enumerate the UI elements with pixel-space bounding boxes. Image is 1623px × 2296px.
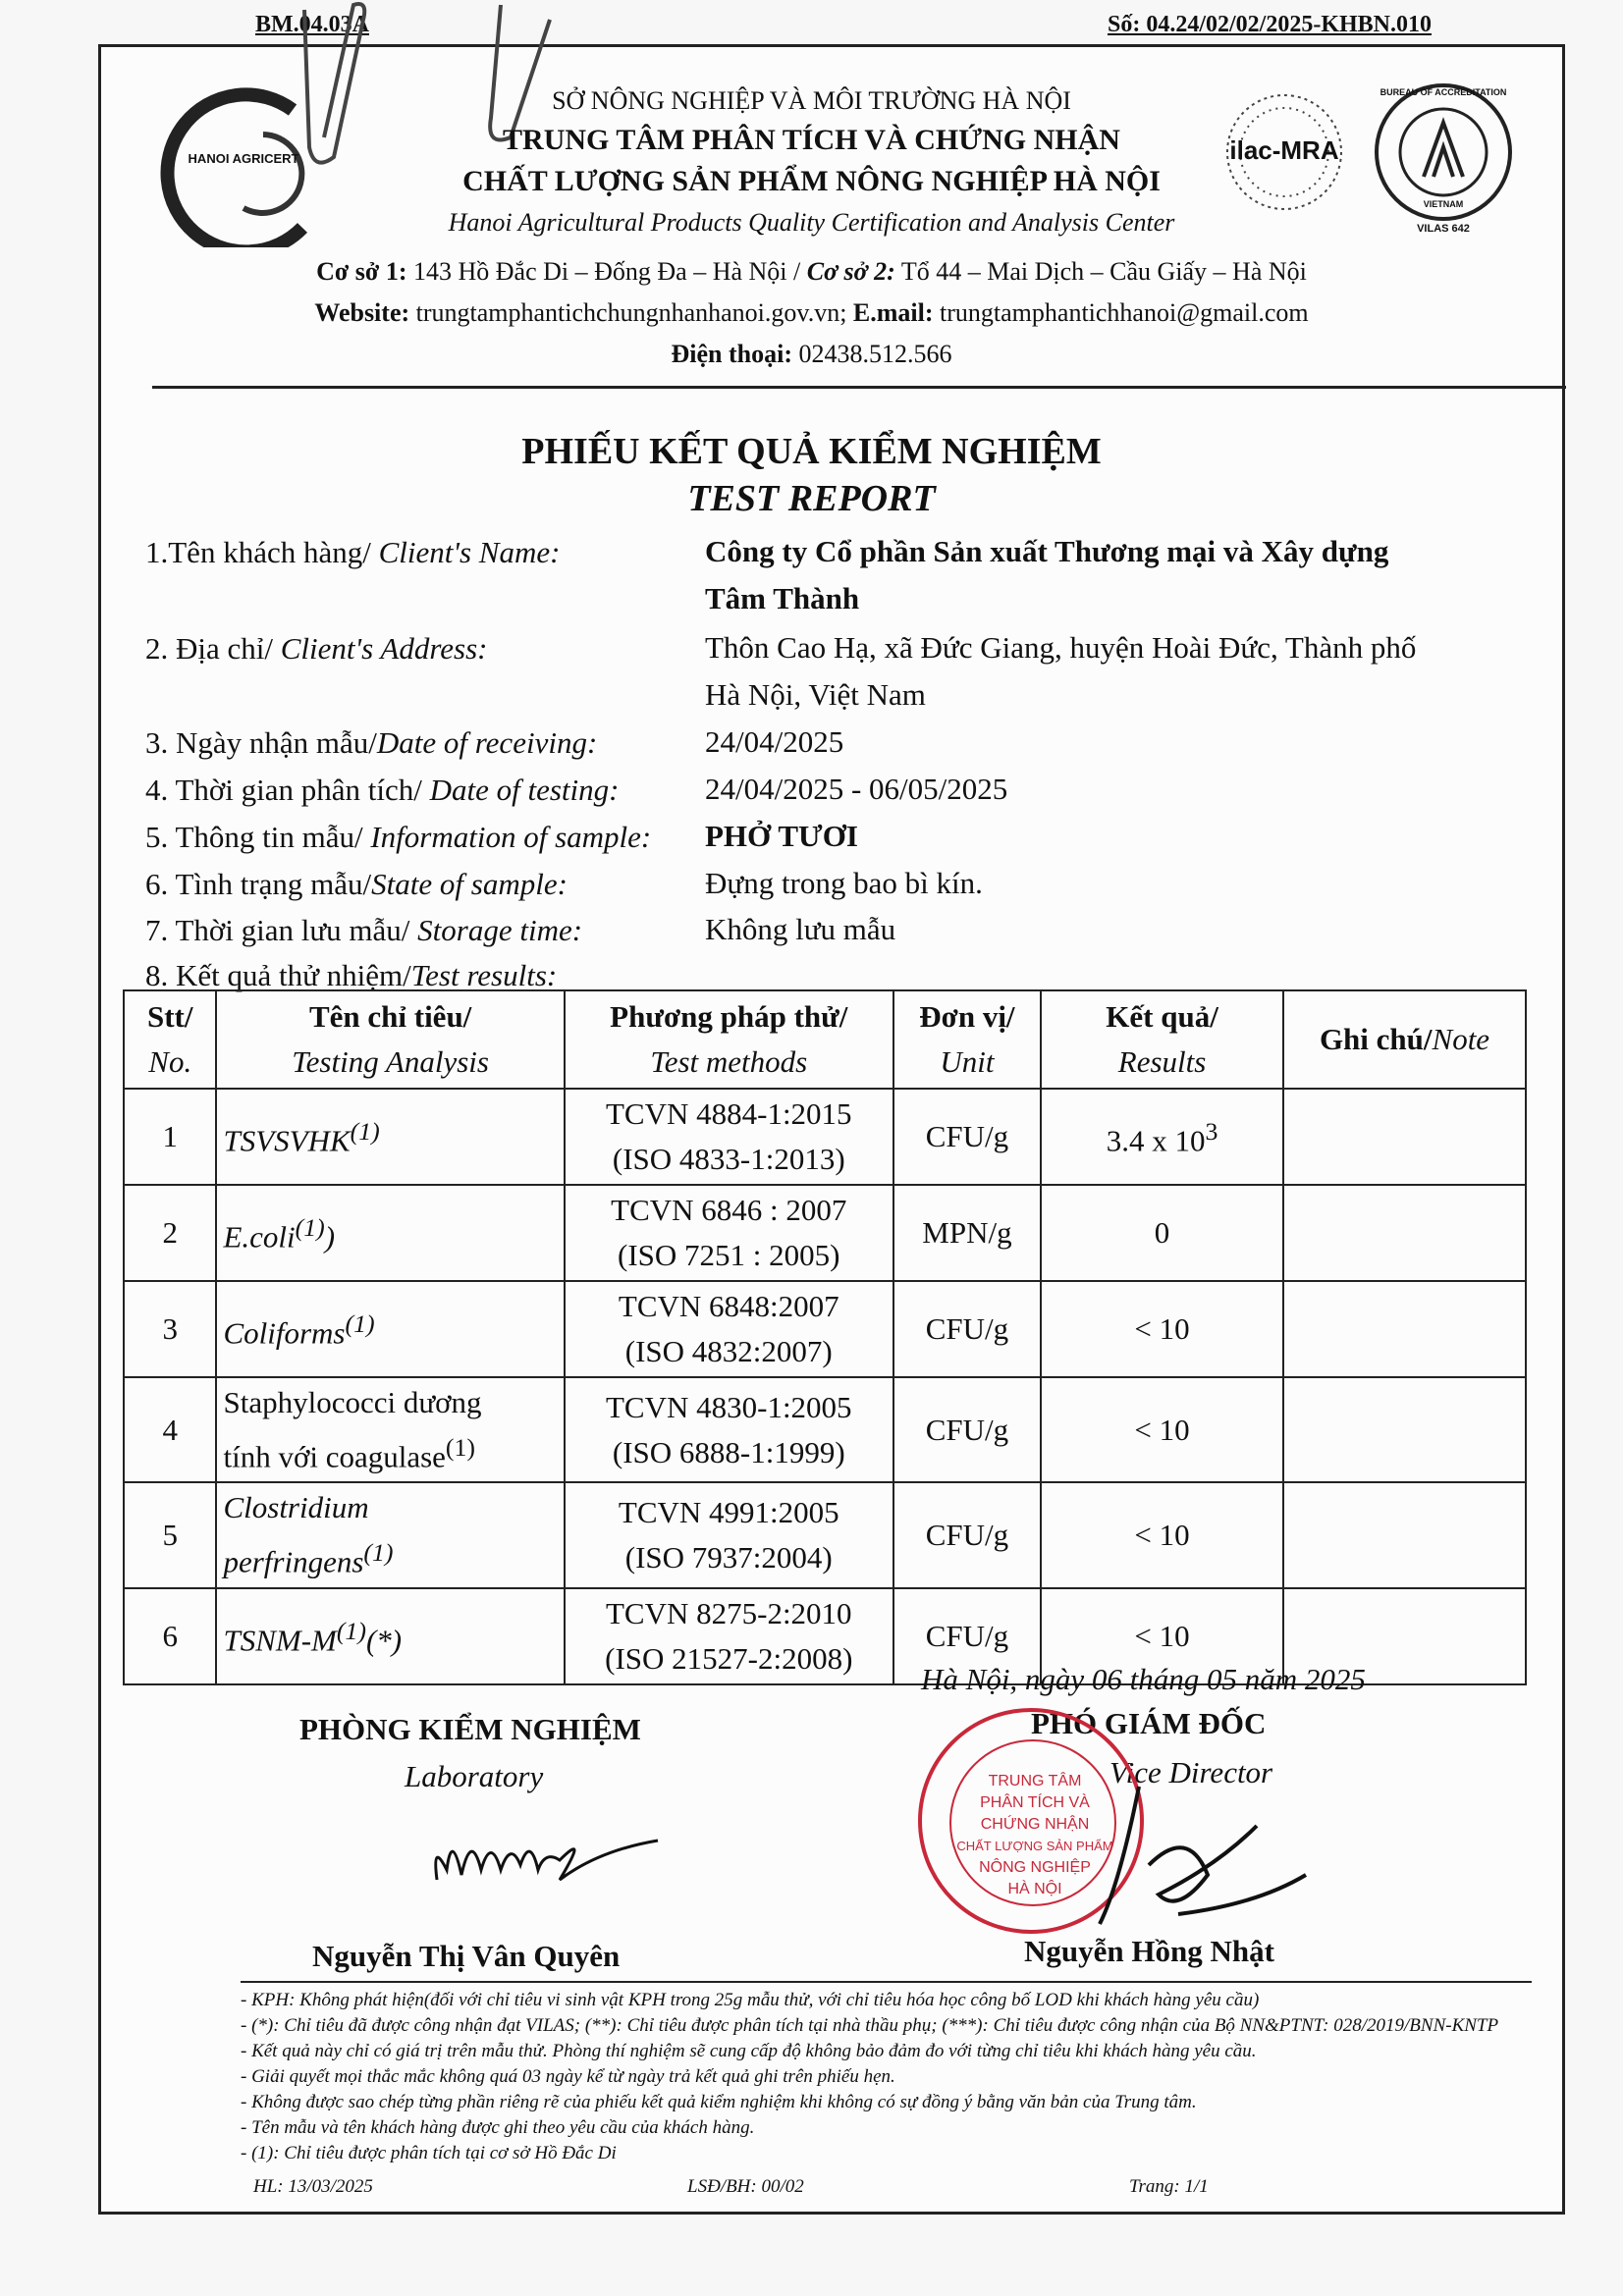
table-row: 1 TSVSVHK$^{(1)}$ TCVN 4884-1:2015 (ISO 4833-1:2013) CFU/g 3.4 x $10^3$	[124, 1089, 1526, 1185]
notes-divider	[241, 1981, 1532, 1983]
notes-block: - KPH: Không phát hiện(đối với chỉ tiêu vi sinh vật KPH trong 25g mẫu thử, với chỉ tiêu hóa học công bố LOD khi khách hàng yêu cầu) - (*): Chỉ tiêu đã được công nhận đạt VILAS; (**): Chỉ tiêu được phân tích tại nhà thầu phụ; (***): Chỉ tiêu được công nhận của Bộ NN&PTNT: 028/2019/BNN-KNTP - Kết quả này chỉ có giá trị trên mẫu thử. Phòng thí nghiệm sẽ cung cấp độ không bảo đảm đo với từng chỉ tiêu khi khách hàng yêu cầu. - Giải quyết mọi thắc mắc không quá 03 ngày kể từ ngày trả kết quả ghi trên phiếu hẹn. - Không được sao chép từng phần riêng rẽ của phiếu kết quả kiểm nghiệm khi không có sự đồng ý bằng văn bản của Trung tâm. - Tên mẫu và tên khách hàng được ghi theo yêu cầu của khách hàng. - (1): Chỉ tiêu được phân tích tại cơ sở Hồ Đắc Di	[241, 1990, 1499, 2163]
report-title-vi: PHIẾU KẾT QUẢ KIỂM NGHIỆM	[521, 431, 1102, 472]
table-row: 3 Coliforms$^{(1)}$ TCVN 6848:2007 (ISO 4832:2007) CFU/g < 10	[124, 1281, 1526, 1377]
table-header-row	[124, 990, 1526, 1089]
sample-state-label: 6. Tình trạng mẫu/State of sample:	[145, 867, 568, 901]
col-analysis-header: Tên chỉ tiêu/ Testing Analysis	[216, 990, 564, 1089]
document-number: Số: 04.24/02/02/2025-KHBN.010	[1108, 12, 1433, 37]
footer-hl: HL: 13/03/2025	[253, 2176, 373, 2197]
ilac-mra-logo: ilac-MRA	[1220, 88, 1348, 216]
date-receiving-value: 24/04/2025	[705, 724, 844, 759]
address-line: Cơ sở 1: 143 Hồ Đắc Di – Đống Đa – Hà Nội / Cơ sở 2: Tổ 44 – Mai Dịch – Cầu Giấy – Hà Nội	[316, 257, 1307, 286]
date-testing-label: 4. Thời gian phân tích/ Date of testing:	[145, 773, 620, 807]
sample-state-value: Đựng trong bao bì kín.	[705, 866, 983, 900]
director-title: PHÓ GIÁM ĐỐC	[1031, 1706, 1267, 1740]
agricert-logo: HANOI AGRICERT	[145, 80, 342, 247]
client-address-value: Thôn Cao Hạ, xã Đức Giang, huyện Hoài Đức, Thành phố Hà Nội, Việt Nam	[705, 630, 1417, 712]
form-code: BM.04.03A	[255, 12, 369, 37]
test-results-label: 8. Kết quả thử nhiệm/Test results:	[145, 958, 558, 992]
footer-page: Trang: 1/1	[1129, 2176, 1209, 2197]
client-name-value: Công ty Cổ phần Sản xuất Thương mại và Xây dựng Tâm Thành	[705, 534, 1389, 615]
footer-lsd: LSĐ/BH: 00/02	[687, 2176, 804, 2197]
report-title-en: TEST REPORT	[687, 478, 936, 519]
date-receiving-label: 3. Ngày nhận mẫu/Date of receiving:	[145, 725, 598, 760]
lab-signature-icon	[422, 1811, 668, 1919]
client-address-label: 2. Địa chỉ/ Client's Address:	[145, 631, 488, 666]
storage-time-value: Không lưu mẫu	[705, 912, 896, 946]
official-stamp: TRUNG TÂM PHÂN TÍCH VÀ CHỨNG NHẬN CHẤT LƯỢNG SẢN PHẨM NÔNG NGHIỆP HÀ NỘI	[918, 1708, 1144, 1934]
col-method-header: Phương pháp thử/ Test methods	[565, 990, 893, 1089]
sample-info-value: PHỞ TƯƠI	[705, 819, 858, 853]
contact-line: Website: trungtamphantichchungnhanhanoi.gov.vn; E.mail: trungtamphantichhanoi@gmail.com	[314, 298, 1309, 327]
issue-date: Hà Nội, ngày 06 tháng 05 năm 2025	[921, 1662, 1366, 1696]
org-parent: SỞ NÔNG NGHIỆP VÀ MÔI TRƯỜNG HÀ NỘI	[552, 86, 1071, 115]
col-result-header: Kết quả/ Results	[1041, 990, 1283, 1089]
org-name-english: Hanoi Agricultural Products Quality Certification and Analysis Center	[448, 208, 1175, 237]
date-testing-value: 24/04/2025 - 06/05/2025	[705, 772, 1008, 806]
lab-title: PHÒNG KIỂM NGHIỆM	[299, 1712, 641, 1746]
results-table	[123, 989, 1527, 1685]
col-unit-header: Đơn vị/ Unit	[893, 990, 1041, 1089]
table-row: 6 TSNM-$M^{(1)}(*)$ TCVN 8275-2:2010 (ISO 21527-2:2008) CFU/g < 10	[124, 1588, 1526, 1684]
director-signature-icon	[1060, 1767, 1316, 1944]
header-divider	[152, 386, 1566, 389]
director-signer: Nguyễn Hồng Nhật	[1024, 1934, 1274, 1968]
director-subtitle: Vice Director	[1109, 1755, 1273, 1789]
boa-accreditation-logo: BUREAU OF ACCREDITATION VIETNAM VILAS 642	[1370, 83, 1517, 240]
col-note-header: Ghi chú/Note	[1283, 990, 1526, 1089]
org-name-line2: CHẤT LƯỢNG SẢN PHẨM NÔNG NGHIỆP HÀ NỘI	[462, 165, 1161, 197]
org-name-line1: TRUNG TÂM PHÂN TÍCH VÀ CHỨNG NHẬN	[503, 124, 1120, 156]
lab-signer: Nguyễn Thị Vân Quyên	[312, 1939, 621, 1973]
table-row: 2 E.coli$^{(1)}$) TCVN 6846 : 2007 (ISO 7251 : 2005) MPN/g 0	[124, 1185, 1526, 1281]
phone-line: Điện thoại: 02438.512.566	[671, 340, 952, 368]
col-no-header: Stt/ No.	[124, 990, 216, 1089]
sample-info-label: 5. Thông tin mẫu/ Information of sample:	[145, 820, 652, 854]
table-row: 4 Staphylococci dương tính với coagulase$^{(1)}$ TCVN 4830-1:2005 (ISO 6888-1:1999) CFU/g < 10	[124, 1377, 1526, 1482]
table-row: 5 Clostridium perfringens$^{(1)}$ TCVN 4991:2005 (ISO 7937:2004) CFU/g < 10	[124, 1482, 1526, 1587]
client-name-label: 1.Tên khách hàng/ Client's Name:	[145, 535, 561, 569]
lab-subtitle: Laboratory	[405, 1759, 544, 1793]
storage-time-label: 7. Thời gian lưu mẫu/ Storage time:	[145, 913, 583, 947]
